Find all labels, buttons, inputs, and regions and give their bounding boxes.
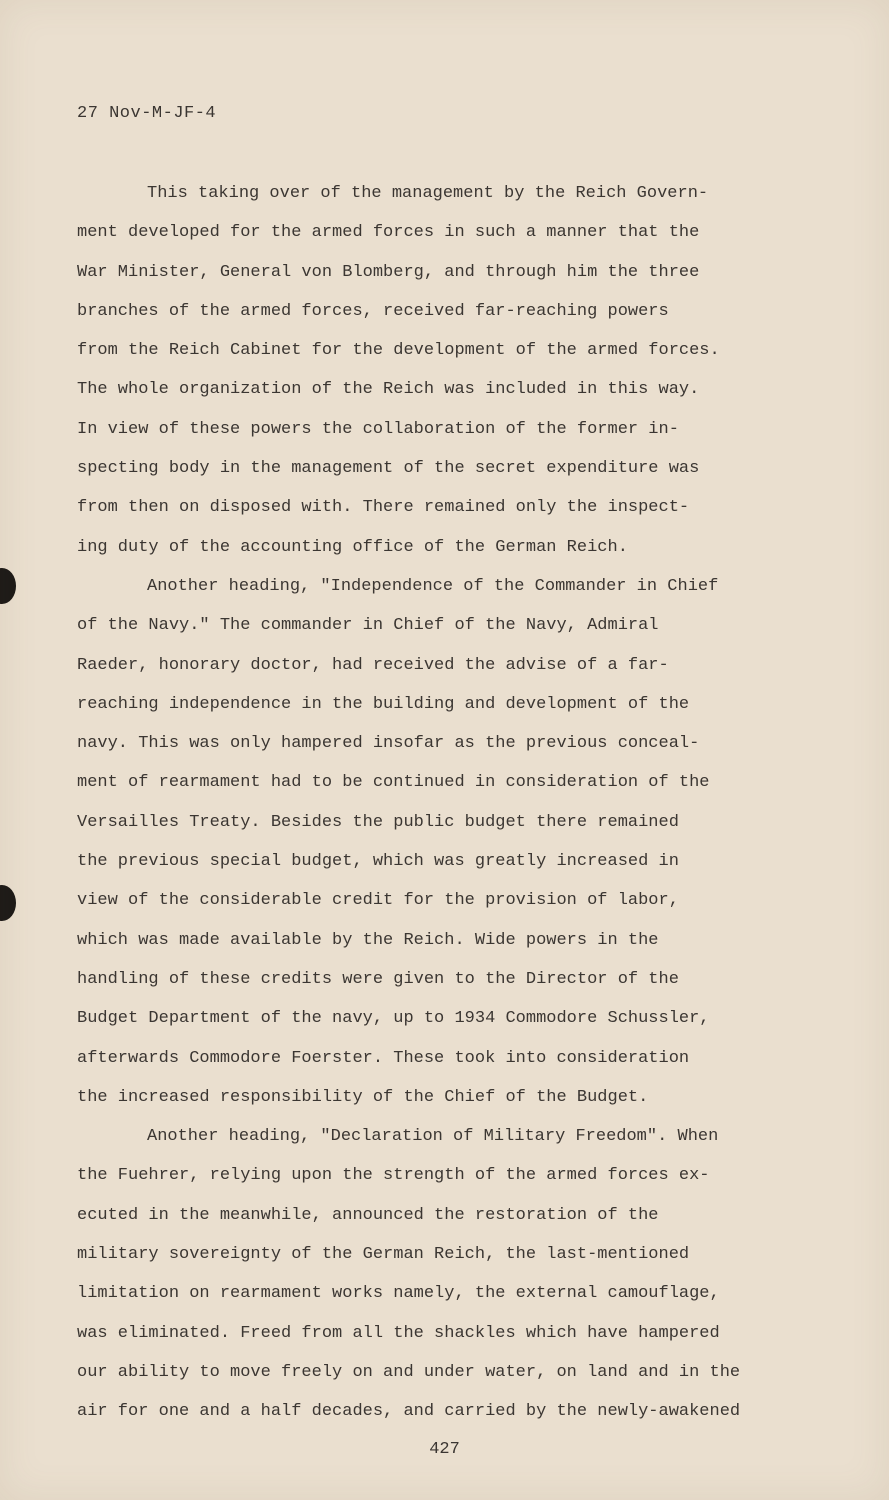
text-line: This taking over of the management by the Reich Govern- xyxy=(147,184,709,203)
text-line: Raeder, honorary doctor, had received the advise of a far- xyxy=(77,655,669,675)
body-text xyxy=(77,174,837,1432)
text-line: limitation on rearmament works namely, the external camouflage, xyxy=(77,1284,720,1304)
text-line: ing duty of the accounting office of the German Reich. xyxy=(77,537,628,557)
text-line: which was made available by the Reich. Wide powers in the xyxy=(77,930,659,950)
text-line: the increased responsibility of the Chief of the Budget. xyxy=(77,1087,649,1107)
text-line: Another heading, "Independence of the Commander in Chief xyxy=(147,576,719,596)
text-line: In view of these powers the collaboration of the former in- xyxy=(77,419,679,439)
text-line: ment of rearmament had to be continued in consideration of the xyxy=(77,773,710,793)
text-line: ecuted in the meanwhile, announced the restoration of the xyxy=(77,1205,659,1225)
text-line: the Fuehrer, relying upon the strength of the armed forces ex- xyxy=(77,1166,710,1186)
text-line: view of the considerable credit for the provision of labor, xyxy=(77,891,679,911)
text-line: ment developed for the armed forces in such a manner that the xyxy=(77,223,700,243)
text-line: reaching independence in the building and development of the xyxy=(77,694,690,714)
text-line: afterwards Commodore Foerster. These took into consideration xyxy=(77,1048,690,1068)
document-reference: 27 Nov-M-JF-4 xyxy=(77,104,217,123)
punch-hole-top xyxy=(0,568,16,604)
text-line: Budget Department of the navy, up to 1934 Commodore Schussler, xyxy=(77,1009,710,1029)
text-line: handling of these credits were given to the Director of the xyxy=(77,969,679,989)
text-line: from then on disposed with. There remained only the inspect- xyxy=(77,498,690,518)
punch-hole-bottom xyxy=(0,885,16,921)
paragraph xyxy=(77,174,837,567)
text-line: military sovereignty of the German Reich, the last-mentioned xyxy=(77,1245,690,1265)
text-line: branches of the armed forces, received far-reaching powers xyxy=(77,301,669,321)
text-line: the previous special budget, which was greatly increased in xyxy=(77,852,679,872)
text-line: Versailles Treaty. Besides the public budget there remained xyxy=(77,812,679,832)
text-line: War Minister, General von Blomberg, and through him the three xyxy=(77,262,700,282)
paragraph xyxy=(77,567,837,1117)
text-line: from the Reich Cabinet for the development of the armed forces. xyxy=(77,341,720,361)
paragraph xyxy=(77,1117,837,1431)
text-line: our ability to move freely on and under water, on land and in the xyxy=(77,1362,741,1382)
text-line: of the Navy." The commander in Chief of the Navy, Admiral xyxy=(77,616,659,636)
text-line: specting body in the management of the secret expenditure was xyxy=(77,459,700,479)
text-line: navy. This was only hampered insofar as the previous conceal- xyxy=(77,734,700,754)
text-line: air for one and a half decades, and carried by the newly-awakened xyxy=(77,1402,741,1422)
text-line: The whole organization of the Reich was included in this way. xyxy=(77,380,700,400)
text-line: was eliminated. Freed from all the shackles which have hampered xyxy=(77,1323,720,1343)
text-line: Another heading, "Declaration of Military Freedom". When xyxy=(147,1127,719,1147)
page-number: 427 xyxy=(429,1440,460,1459)
